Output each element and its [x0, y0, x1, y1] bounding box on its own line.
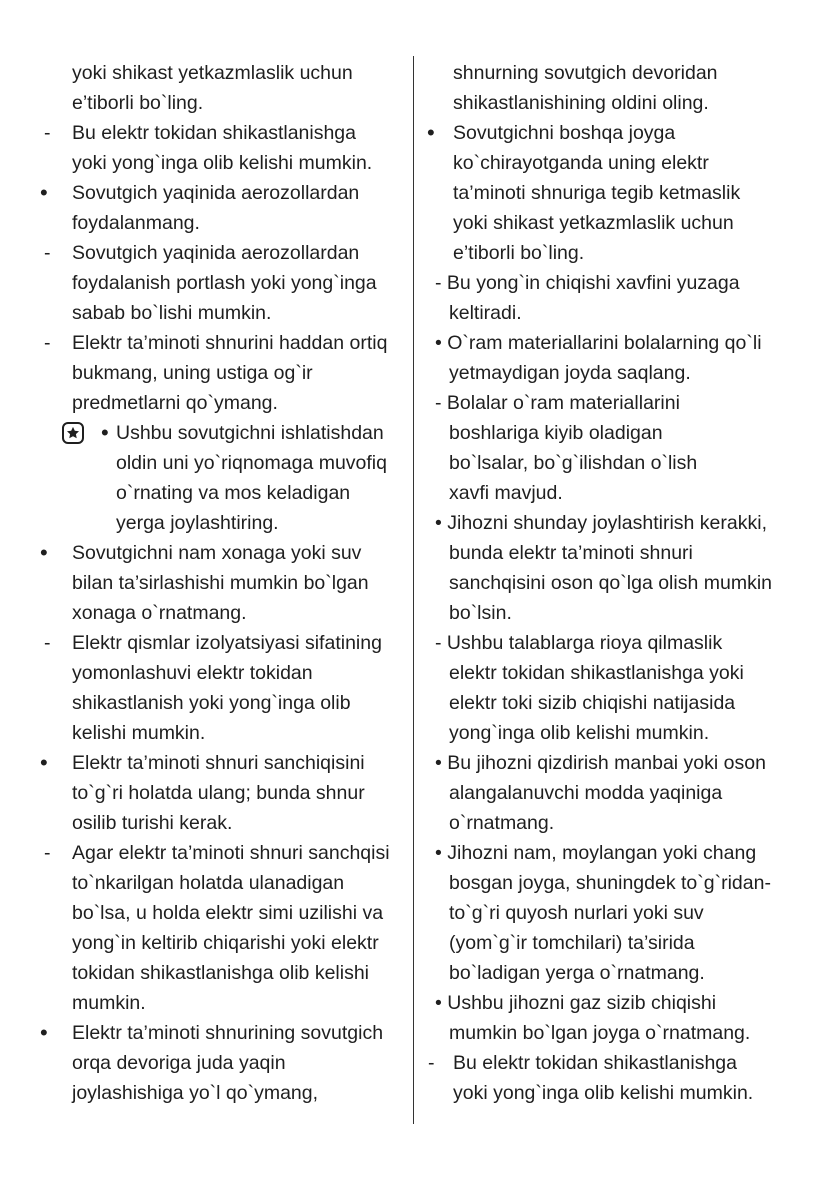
text-line: yong`in keltirib chiqarishi yoki elektr — [72, 932, 379, 954]
text-line: shnurning sovutgich devoridan — [453, 62, 718, 84]
text-line-content: O`ram materiallarini bolalarning qo`li — [447, 332, 762, 354]
list-item — [0, 1018, 412, 1108]
dash-marker: - — [435, 272, 442, 294]
list-item — [0, 748, 412, 838]
text-line: yoki yong`inga olib kelishi mumkin. — [72, 152, 373, 174]
text-line: bo`lsin. — [449, 602, 512, 624]
list-item — [0, 178, 412, 238]
bullet-marker: • — [101, 420, 109, 445]
list-item — [416, 1048, 836, 1108]
list-item — [416, 838, 836, 988]
text-line: to`g`ri quyosh nurlari yoki suv — [449, 902, 704, 924]
text-line: e’tiborli bo`ling. — [453, 242, 585, 264]
text-line-content: Bolalar o`ram materiallarini — [446, 392, 680, 414]
text-line-content: Bu yong`in chiqishi xavfini yuzaga — [446, 272, 740, 294]
text-line: Sovutgich yaqinida aerozollardan — [72, 242, 360, 264]
text-line — [435, 748, 836, 778]
text-line: Elektr ta’minoti shnurining sovutgich — [72, 1022, 384, 1044]
text-line: Elektr ta’minoti shnurini haddan ortiq — [72, 332, 388, 354]
text-line: yomonlashuvi elektr tokidan — [72, 662, 313, 684]
bullet-marker: • — [435, 512, 442, 534]
text-line: Sovutgich yaqinida aerozollardan — [72, 182, 360, 204]
bullet-marker: • — [40, 1020, 48, 1045]
text-line: orqa devoriga juda yaqin — [72, 1052, 286, 1074]
text-line: predmetlarni qo`ymang. — [72, 392, 278, 414]
bullet-marker: • — [435, 332, 442, 354]
text-line: oldin uni yo`riqnomaga muvofiq — [116, 452, 387, 474]
right-column — [416, 58, 836, 1108]
right-intro — [416, 58, 836, 118]
text-line: alangalanuvchi modda yaqiniga — [449, 782, 723, 804]
text-line-content: Ushbu jihozni gaz sizib chiqishi — [447, 992, 717, 1014]
list-item — [0, 628, 412, 748]
text-line: joylashishiga yo`l qo`ymang, — [72, 1082, 319, 1104]
text-line — [435, 388, 836, 418]
dash-marker: - — [44, 122, 51, 144]
text-line: Bu elektr tokidan shikastlanishga — [453, 1052, 737, 1074]
star-note — [0, 418, 412, 538]
list-item — [416, 118, 836, 268]
text-line: Sovutgichni boshqa joyga — [453, 122, 676, 144]
text-line: bo`ladigan yerga o`rnatmang. — [449, 962, 705, 984]
list-item — [0, 838, 412, 1018]
dash-marker: - — [428, 1052, 435, 1074]
bullet-marker: • — [40, 750, 48, 775]
text-line: bo`lsalar, bo`g`ilishdan o`lish — [449, 452, 698, 474]
text-line: yetmaydigan joyda saqlang. — [449, 362, 691, 384]
dash-marker: - — [44, 242, 51, 264]
text-line — [435, 328, 836, 358]
text-line: tokidan shikastlanishga olib kelishi — [72, 962, 370, 984]
text-line: o`rnatmang. — [449, 812, 555, 834]
text-line: mumkin. — [72, 992, 146, 1014]
text-line: Ushbu sovutgichni ishlatishdan — [116, 422, 384, 444]
text-line — [435, 508, 836, 538]
list-item — [416, 628, 836, 748]
text-line: Agar elektr ta’minoti shnuri sanchqisi — [72, 842, 390, 864]
text-line: Sovutgichni nam xonaga yoki suv — [72, 542, 362, 564]
text-line: sabab bo`lishi mumkin. — [72, 302, 272, 324]
text-line — [435, 988, 836, 1018]
text-line: bukmang, uning ustiga og`ir — [72, 362, 313, 384]
text-line: (yom`g`ir tomchilari) ta’sirida — [449, 932, 695, 954]
text-line: elektr tokidan shikastlanishga yoki — [449, 662, 744, 684]
text-line: shikastlanishining oldini oling. — [453, 92, 709, 114]
dash-marker: - — [435, 632, 442, 654]
text-line-content: Jihozni nam, moylangan yoki chang — [447, 842, 757, 864]
left-intro — [0, 58, 412, 118]
star-icon — [62, 422, 84, 444]
text-line — [435, 838, 836, 868]
list-item — [416, 328, 836, 388]
text-line: xonaga o`rnatmang. — [72, 602, 247, 624]
text-line: bo`lsa, u holda elektr simi uzilishi va — [72, 902, 384, 924]
list-item — [0, 328, 412, 418]
text-line-content: Jihozni shunday joylashtirish kerakki, — [447, 512, 767, 534]
text-line: ta’minoti shnuriga tegib ketmaslik — [453, 182, 741, 204]
text-line: Elektr ta’minoti shnuri sanchiqisini — [72, 752, 365, 774]
text-line: o`rnating va mos keladigan — [116, 482, 351, 504]
text-line: foydalanish portlash yoki yong`inga — [72, 272, 377, 294]
text-line: elektr toki sizib chiqishi natijasida — [449, 692, 736, 714]
bullet-marker: • — [427, 120, 435, 145]
text-line: sanchqisini oson qo`lga olish mumkin — [449, 572, 772, 594]
text-line: to`g`ri holatda ulang; bunda shnur — [72, 782, 365, 804]
list-item — [416, 388, 836, 508]
text-line: xavfi mavjud. — [449, 482, 563, 504]
text-line: yoki yong`inga olib kelishi mumkin. — [453, 1082, 754, 1104]
text-line: yoki shikast yetkazmlaslik uchun — [453, 212, 734, 234]
bullet-marker: • — [435, 842, 442, 864]
bullet-marker: • — [40, 180, 48, 205]
text-line: yong`inga olib kelishi mumkin. — [449, 722, 710, 744]
list-item — [416, 988, 836, 1048]
dash-marker: - — [44, 842, 51, 864]
text-line: bunda elektr ta’minoti shnuri — [449, 542, 693, 564]
text-line: yerga joylashtiring. — [116, 512, 279, 534]
text-line: Elektr qismlar izolyatsiyasi sifatining — [72, 632, 382, 654]
text-line-content: Ushbu talablarga rioya qilmaslik — [446, 632, 723, 654]
text-line: shikastlanish yoki yong`inga olib — [72, 692, 351, 714]
bullet-marker: • — [435, 992, 442, 1014]
text-line: bosgan joyga, shuningdek to`g`ridan- — [449, 872, 771, 894]
text-line: to`nkarilgan holatda ulanadigan — [72, 872, 345, 894]
text-line: ko`chirayotganda uning elektr — [453, 152, 709, 174]
text-line: boshlariga kiyib oladigan — [449, 422, 663, 444]
bullet-marker: • — [40, 540, 48, 565]
list-item — [0, 538, 412, 628]
text-line — [435, 268, 836, 298]
text-line — [435, 628, 836, 658]
text-line: kelishi mumkin. — [72, 722, 206, 744]
dash-marker: - — [435, 392, 442, 414]
list-item — [416, 508, 836, 628]
list-item — [0, 238, 412, 328]
list-item — [416, 268, 836, 328]
text-line: Bu elektr tokidan shikastlanishga — [72, 122, 356, 144]
text-line: mumkin bo`lgan joyga o`rnatmang. — [449, 1022, 751, 1044]
dash-marker: - — [44, 632, 51, 654]
left-column — [0, 58, 412, 1108]
text-line: bilan ta’sirlashishi mumkin bo`lgan — [72, 572, 369, 594]
text-line: yoki shikast yetkazmlaslik uchun — [72, 62, 353, 84]
text-line: e’tiborli bo`ling. — [72, 92, 204, 114]
text-line: foydalanmang. — [72, 212, 200, 234]
list-item — [416, 748, 836, 838]
column-divider — [413, 56, 414, 1124]
text-line: osilib turishi kerak. — [72, 812, 233, 834]
list-item — [0, 118, 412, 178]
text-line: keltiradi. — [449, 302, 522, 324]
text-line-content: Bu jihozni qizdirish manbai yoki oson — [447, 752, 766, 774]
dash-marker: - — [44, 332, 51, 354]
bullet-marker: • — [435, 752, 442, 774]
